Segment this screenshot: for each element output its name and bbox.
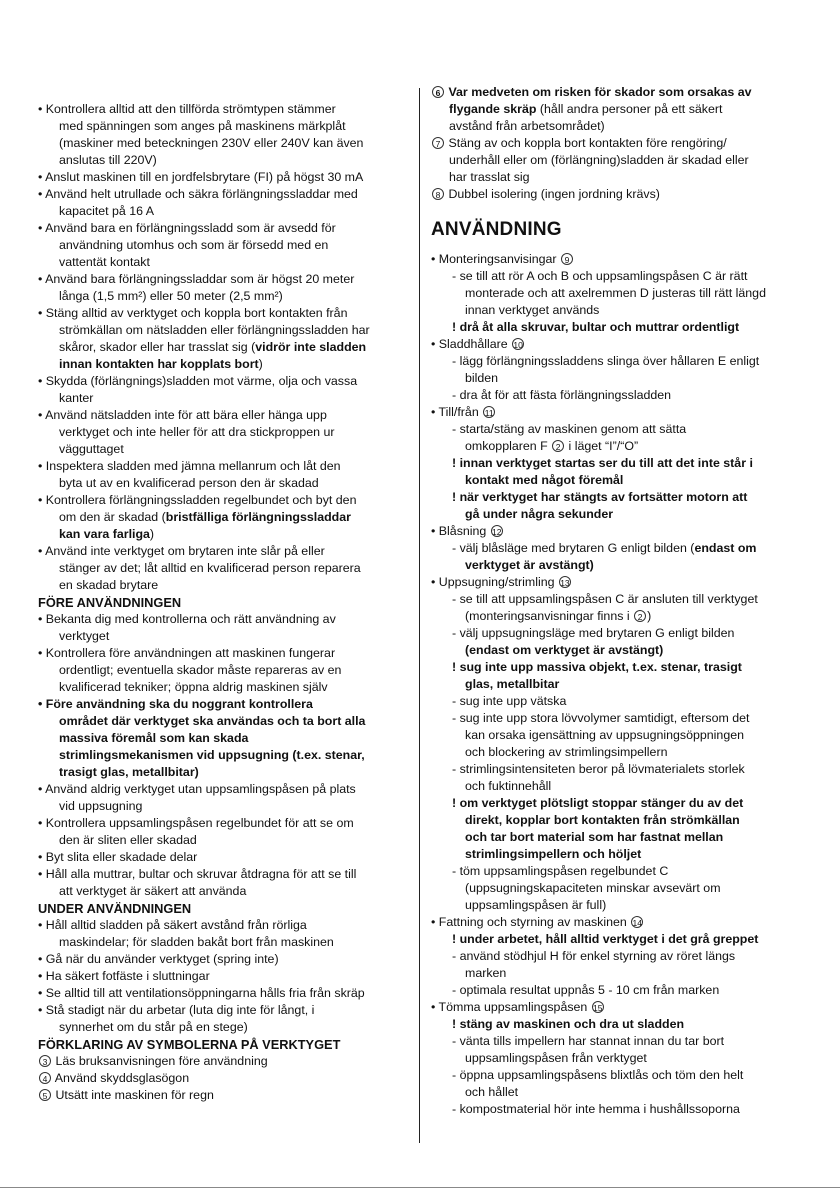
text-line: [59, 577, 158, 594]
text-line: [452, 387, 671, 404]
text-content: stänger av det; låt alltid en kvalificerad person reparera: [59, 561, 361, 575]
text-line: [452, 540, 756, 557]
text-line: [452, 319, 739, 336]
text-line: [465, 1050, 647, 1067]
text-line: [38, 101, 336, 118]
text-line: [431, 251, 574, 268]
text-content: - sug inte upp stora lövvolymer samtidigt, eftersom det: [452, 711, 750, 725]
figure-reference-number: 4: [39, 1072, 51, 1084]
figure-reference-number: 7: [432, 137, 444, 149]
figure-reference-number: 12: [492, 527, 502, 537]
text-content: strimlingsimpellern och höljet: [465, 847, 642, 861]
text-line: [59, 356, 263, 373]
text-line: [59, 441, 124, 458]
text-line: [452, 1101, 740, 1118]
text-content: strömkällan om nätsladden eller förlängningssladden har: [59, 323, 370, 337]
text-line: [59, 424, 335, 441]
text-content: • Använd inte verktyget om brytaren inte slår på eller: [38, 544, 325, 558]
text-line: [452, 591, 758, 608]
trailing-text: ): [258, 357, 263, 371]
text-content: med spänningen som anges på maskinens märkplåt: [59, 119, 346, 133]
text-line: [452, 761, 745, 778]
text-content: kanter: [59, 391, 94, 405]
text-line: [59, 662, 341, 679]
text-line: [465, 302, 599, 319]
text-content: innan kontakten har kopplats bort: [59, 357, 259, 371]
text-line: [59, 713, 365, 730]
text-content: avstånd från arbetsområdet): [449, 119, 605, 133]
text-line: [449, 101, 722, 118]
text-content: • Ha säkert fotfäste i sluttningar: [38, 969, 210, 983]
text-line: [59, 832, 197, 849]
text-line: [452, 931, 758, 948]
text-content: • Använd helt utrullade och säkra förlängningssladdar med: [38, 187, 358, 201]
text-line: [59, 730, 248, 747]
text-line: [38, 220, 336, 237]
text-line: [38, 645, 335, 662]
text-content: • Blåsning: [431, 524, 487, 538]
text-content: synnerhet om du står på en stege): [59, 1020, 248, 1034]
text-line: [452, 421, 686, 438]
text-content: • Inspektera sladden med jämna mellanrum och låt den: [38, 459, 341, 473]
text-content: Utsätt inte maskinen för regn: [55, 1088, 214, 1102]
text-content: uppsamlingspåsen är full): [465, 898, 607, 912]
figure-reference-number: 6: [432, 86, 444, 98]
text-line: [465, 829, 723, 846]
text-content: ! sug inte upp massiva objekt, t.ex. stenar, trasigt: [452, 660, 742, 674]
text-content: • Tömma uppsamlingspåsen: [431, 1000, 588, 1014]
text-line: [59, 288, 283, 305]
text-content: • Se alltid till att ventilationsöppningarna hålls fria från skräp: [38, 986, 365, 1000]
text-content: - välj uppsugningsläge med brytaren G enligt bilden: [452, 626, 735, 640]
text-line: [38, 492, 356, 509]
section-heading: [38, 1036, 340, 1053]
text-content: kan vara farliga: [59, 527, 150, 541]
text-content: • Anslut maskinen till en jordfelsbrytare (FI) på högst 30 mA: [38, 170, 364, 184]
text-content: (maskiner med beteckningen 230V eller 240V kan även: [59, 136, 364, 150]
text-content: gå under några sekunder: [465, 507, 614, 521]
text-content: - se till att uppsamlingspåsen C är ansluten till verktyget: [452, 592, 758, 606]
trailing-text: i läget “I”/“O”: [565, 439, 639, 453]
figure-reference-number: 3: [39, 1055, 51, 1067]
text-content: FÖRE ANVÄNDNINGEN: [38, 595, 182, 610]
text-line: [59, 560, 361, 577]
text-line: [465, 557, 594, 574]
text-content: • Använd bara förlängningssladdar som är högst 20 meter: [38, 272, 355, 286]
figure-reference-number: 13: [560, 578, 570, 588]
text-content: har trasslat sig: [449, 170, 530, 184]
text-content: • Kontrollera före användningen att maskinen fungerar: [38, 646, 336, 660]
text-content: - lägg förlängningssladdens slinga över hållaren E enligt: [452, 354, 760, 368]
text-content: • Före användning ska du noggrant kontrollera: [38, 697, 313, 711]
text-content: kvalificerad tekniker; öppna aldrig maskinen själv: [59, 680, 328, 694]
text-content: maskindelar; för sladden bakåt bort från maskinen: [59, 935, 334, 949]
text-line: [449, 118, 605, 135]
text-line: [38, 611, 336, 628]
text-content: • Kontrollera uppsamlingspåsen regelbundet för att se om: [38, 816, 354, 830]
text-content: trasigt glas, metallbitar): [59, 765, 199, 779]
text-line: [465, 965, 506, 982]
text-line: [59, 475, 319, 492]
text-content: vägguttaget: [59, 442, 124, 456]
text-content: • Sladdhållare: [431, 337, 508, 351]
text-line: [59, 322, 370, 339]
text-line: [465, 676, 559, 693]
text-content: och blockering av strimlingsimpellern: [465, 745, 668, 759]
text-content: UNDER ANVÄNDNINGEN: [38, 901, 192, 916]
text-line: [38, 1087, 214, 1104]
text-content: massiva föremål som kan skada: [59, 731, 249, 745]
figure-reference-number: 14: [632, 918, 642, 928]
text-content: och hållet: [465, 1085, 519, 1099]
text-content: • Fattning och styrning av maskinen: [431, 915, 627, 929]
text-content: • Kontrollera alltid att den tillförda strömtypen stämmer: [38, 102, 336, 116]
figure-reference-number: 15: [593, 1003, 603, 1013]
text-content: • Kontrollera förlängningssladden regelbundet och byt den: [38, 493, 357, 507]
text-content: - dra åt för att fästa förlängningssladden: [452, 388, 672, 402]
text-line: [431, 404, 496, 421]
text-line: [452, 625, 734, 642]
text-line: [452, 693, 566, 710]
text-content: verktyget är avstängt): [465, 558, 594, 572]
text-line: [59, 934, 334, 951]
text-content: - använd stödhjul H för enkel styrning av röret längs: [452, 949, 736, 963]
text-line: [465, 506, 613, 523]
text-line: [431, 186, 660, 203]
text-line: [465, 778, 551, 795]
text-line: [59, 339, 366, 356]
text-content: Använd skyddsglasögon: [54, 1071, 190, 1085]
text-content: (uppsugningskapaciteten minskar avsevärt om: [465, 881, 721, 895]
text-line: [38, 271, 354, 288]
text-content: • Håll alla muttrar, bultar och skruvar åtdragna för att se till: [38, 867, 357, 881]
text-line: [431, 135, 727, 152]
text-content: skåror, skador eller har trasslat sig (: [59, 340, 256, 354]
text-content: ANVÄNDNING: [431, 219, 562, 240]
text-content: - strimlingsintensiteten beror på lövmaterialets storlek: [452, 762, 745, 776]
text-line: [38, 781, 356, 798]
text-line: [452, 353, 759, 370]
text-line: [59, 237, 328, 254]
text-line: [465, 897, 606, 914]
text-line: [59, 118, 346, 135]
text-line: [59, 390, 93, 407]
text-line: [465, 608, 651, 625]
text-line: [465, 472, 623, 489]
text-line: [452, 659, 742, 676]
text-line: [452, 489, 747, 506]
text-content: Stäng av och koppla bort kontakten före rengöring/: [448, 136, 727, 150]
figure-reference-number: 5: [39, 1089, 51, 1101]
text-line: [465, 727, 744, 744]
text-content: • Bekanta dig med kontrollerna och rätt användning av: [38, 612, 336, 626]
text-content: • Stäng alltid av verktyget och koppla bort kontakten från: [38, 306, 348, 320]
text-line: [38, 1070, 189, 1087]
text-content: underhåll eller om (förlängning)sladden är skadad eller: [449, 153, 749, 167]
text-line: [431, 523, 504, 540]
column-divider: [419, 88, 420, 1143]
text-line: [452, 1067, 743, 1084]
text-content: uppsamlingspåsen från verktyget: [465, 1051, 647, 1065]
text-line: [59, 509, 351, 526]
text-line: [38, 373, 357, 390]
bold-text: bristfälliga förlängningssladdar: [165, 510, 351, 524]
text-content: marken: [465, 966, 507, 980]
text-content: Läs bruksanvisningen före användning: [55, 1054, 268, 1068]
figure-reference-number: 9: [561, 253, 573, 265]
text-line: [38, 866, 356, 883]
text-line: [449, 152, 749, 169]
text-line: [38, 815, 354, 832]
text-content: kapacitet på 16 A: [59, 204, 155, 218]
text-content: - töm uppsamlingspåsen regelbundet C: [452, 864, 669, 878]
text-content: den är sliten eller skadad: [59, 833, 197, 847]
text-content: glas, metallbitar: [465, 677, 560, 691]
text-content: Dubbel isolering (ingen jordning krävs): [448, 187, 660, 201]
text-line: [59, 679, 328, 696]
text-line: [431, 574, 572, 591]
text-content: • Använd nätsladden inte för att bära eller hänga upp: [38, 408, 327, 422]
text-content: - optimala resultat uppnås 5 - 10 cm från marken: [452, 983, 720, 997]
text-line: [38, 186, 358, 203]
text-content: långa (1,5 mm²) eller 50 meter (2,5 mm²): [59, 289, 283, 303]
text-content: ! innan verktyget startas ser du till att det inte står i: [452, 456, 753, 470]
text-line: [449, 169, 530, 186]
text-line: [452, 795, 743, 812]
text-content: vid uppsugning: [59, 799, 143, 813]
text-content: kan orsaka igensättning av uppsugningsöppningen: [465, 728, 745, 742]
text-line: [38, 543, 325, 560]
text-content: användning utomhus och som är försedd med en: [59, 238, 329, 252]
figure-reference-number: 8: [432, 188, 444, 200]
text-line: [38, 849, 197, 866]
figure-reference-number: 2: [634, 610, 646, 622]
text-line: [59, 798, 142, 815]
text-line: [452, 863, 668, 880]
text-line: [465, 846, 641, 863]
text-line: [465, 1084, 518, 1101]
text-line: [59, 747, 365, 764]
text-line: [38, 458, 341, 475]
text-line: [465, 812, 740, 829]
text-line: [465, 880, 721, 897]
text-line: [431, 914, 644, 931]
text-line: [38, 985, 365, 1002]
text-content: flygande skräp: [449, 102, 537, 116]
text-content: (endast om verktyget är avstängt): [465, 643, 664, 657]
text-content: • Håll alltid sladden på säkert avstånd från rörliga: [38, 918, 307, 932]
trailing-text: ): [647, 609, 652, 623]
text-line: [452, 710, 750, 727]
text-content: ordentligt; eventuella skador måste repareras av en: [59, 663, 342, 677]
text-content: verktyget och inte heller för att dra stickproppen ur: [59, 425, 335, 439]
text-content: • Byt slita eller skadade delar: [38, 850, 198, 864]
text-line: [452, 1033, 724, 1050]
text-line: [452, 455, 753, 472]
section-heading: [38, 900, 191, 917]
text-content: • Till/från: [431, 405, 479, 419]
text-line: [431, 84, 751, 101]
text-content: • Monteringsanvisingar: [431, 252, 557, 266]
text-content: - välj blåsläge med brytaren G enligt bilden (: [452, 541, 695, 555]
text-line: [38, 968, 210, 985]
text-line: [38, 951, 279, 968]
trailing-text: ): [149, 527, 155, 541]
page-bottom-rule: [0, 1187, 840, 1188]
text-content: ! stäng av maskinen och dra ut sladden: [452, 1017, 685, 1031]
text-line: [59, 526, 154, 543]
text-content: • Stå stadigt när du arbetar (luta dig inte för långt, i: [38, 1003, 315, 1017]
text-content: (monteringsanvisningar finns i: [465, 609, 630, 623]
text-content: • Gå när du använder verktyget (spring inte): [38, 952, 279, 966]
text-content: området där verktyget ska användas och ta bort alla: [59, 714, 366, 728]
text-line: [59, 883, 246, 900]
trailing-text: (håll andra personer på ett säkert: [536, 102, 723, 116]
section-heading: [38, 594, 181, 611]
text-content: vattentät kontakt: [59, 255, 150, 269]
text-content: direkt, kopplar bort kontakten från strömkällan: [465, 813, 740, 827]
text-line: [465, 744, 667, 761]
text-content: • Skydda (förlängnings)sladden mot värme, olja och vassa: [38, 374, 358, 388]
text-line: [452, 982, 719, 999]
text-line: [38, 407, 327, 424]
text-content: - starta/stäng av maskinen genom att sätta: [452, 422, 687, 436]
text-line: [431, 336, 525, 353]
text-content: - kompostmaterial hör inte hemma i hushållssoporna: [452, 1102, 740, 1116]
text-line: [465, 370, 498, 387]
text-line: [38, 169, 363, 186]
text-line: [59, 203, 154, 220]
text-content: verktyget: [59, 629, 110, 643]
text-line: [431, 999, 605, 1016]
text-content: • Uppsugning/strimling: [431, 575, 555, 589]
text-line: [38, 696, 313, 713]
text-content: • Använd bara en förlängningssladd som är avsedd för: [38, 221, 336, 235]
text-content: att verktyget är säkert att använda: [59, 884, 247, 898]
text-line: [38, 1002, 314, 1019]
text-content: - öppna uppsamlingspåsens blixtlås och töm den helt: [452, 1068, 744, 1082]
text-content: ! drå åt alla skruvar, bultar och muttrar ordentligt: [452, 320, 740, 334]
text-content: strimlingsmekanismen vid uppsugning (t.ex. stenar,: [59, 748, 365, 762]
text-content: monterade och att axelremmen D justeras till rätt längd: [465, 286, 766, 300]
text-line: [59, 254, 150, 271]
text-content: - sug inte upp vätska: [452, 694, 567, 708]
text-content: ! när verktyget har stängts av fortsätter motorn att: [452, 490, 748, 504]
text-content: - vänta tills impellern har stannat innan du tar bort: [452, 1034, 725, 1048]
text-line: [38, 917, 307, 934]
bold-text: endast om: [694, 541, 757, 555]
text-line: [38, 305, 347, 322]
text-content: FÖRKLARING AV SYMBOLERNA PÅ VERKTYGET: [38, 1037, 341, 1052]
text-content: byta ut av en kvalificerad person den är skadad: [59, 476, 319, 490]
text-content: och tar bort material som har fastnat mellan: [465, 830, 724, 844]
text-content: om den är skadad (: [59, 510, 166, 524]
text-line: [465, 438, 638, 455]
figure-reference-number: 2: [552, 440, 564, 452]
text-content: anslutas till 220V): [59, 153, 157, 167]
text-line: [452, 948, 735, 965]
text-content: innan verktyget används: [465, 303, 600, 317]
text-line: [38, 1053, 268, 1070]
text-content: ! under arbetet, håll alltid verktyget i det grå greppet: [452, 932, 759, 946]
section-heading: [431, 219, 562, 241]
figure-reference-number: 10: [513, 340, 523, 350]
text-content: och fuktinnehåll: [465, 779, 552, 793]
text-content: - se till att rör A och B och uppsamlingspåsen C är rätt: [452, 269, 748, 283]
text-content: kontakt med något föremål: [465, 473, 624, 487]
text-line: [465, 642, 663, 659]
text-line: [59, 152, 157, 169]
text-content: omkopplaren F: [465, 439, 548, 453]
text-content: • Använd aldrig verktyget utan uppsamlingspåsen på plats: [38, 782, 356, 796]
text-line: [452, 268, 747, 285]
text-line: [59, 1019, 248, 1036]
text-line: [59, 135, 363, 152]
bold-text: vidrör inte sladden: [255, 340, 367, 354]
text-content: Var medveten om risken för skador som orsakas av: [448, 85, 752, 99]
text-content: bilden: [465, 371, 499, 385]
text-line: [452, 1016, 684, 1033]
text-content: ! om verktyget plötsligt stoppar stänger du av det: [452, 796, 744, 810]
text-content: en skadad brytare: [59, 578, 159, 592]
text-line: [465, 285, 766, 302]
text-line: [59, 628, 109, 645]
figure-reference-number: 11: [484, 408, 494, 418]
text-line: [59, 764, 199, 781]
